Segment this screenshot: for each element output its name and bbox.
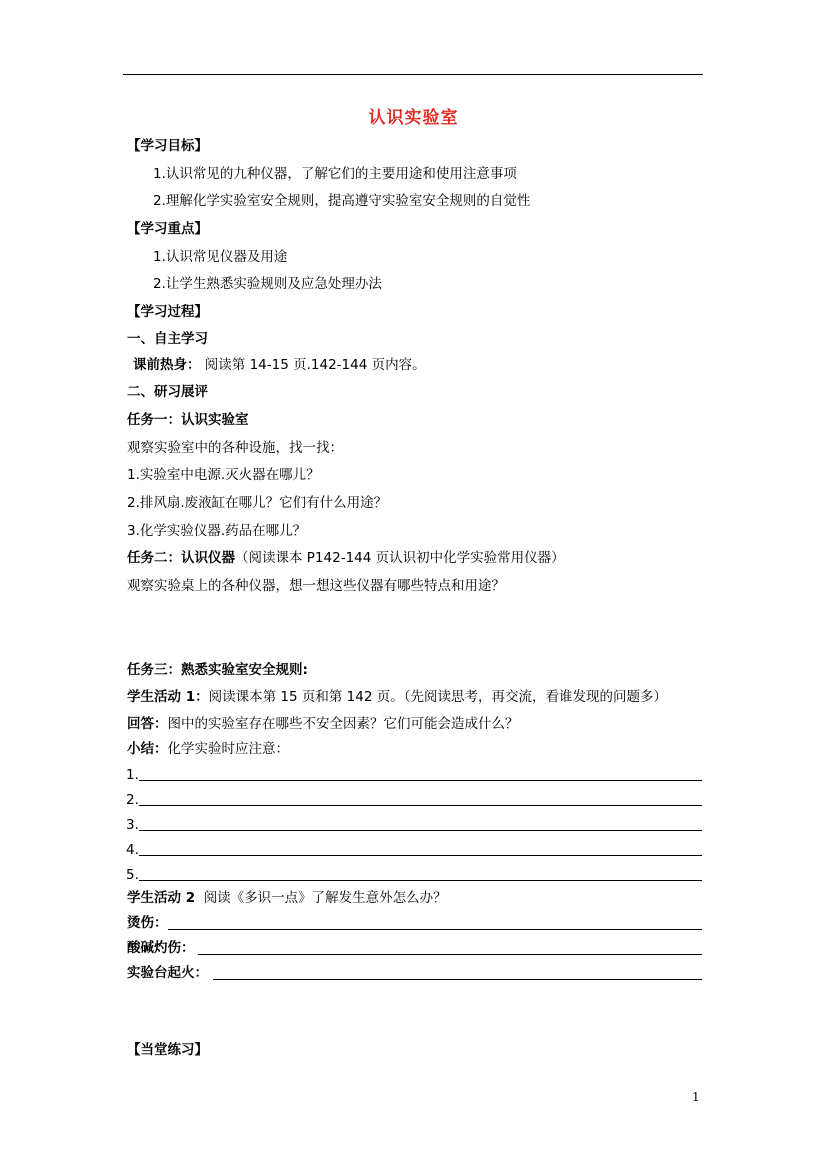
summary-label: 小结：	[127, 741, 168, 757]
answer-line	[127, 714, 519, 734]
goal-2: 2.理解化学实验室安全规则，提高遵守实验室安全规则的自觉性	[153, 193, 531, 209]
blank-line-1[interactable]	[139, 780, 702, 781]
fire-label: 实验台起火：	[127, 965, 208, 981]
task2-label: 任务二：认识仪器	[127, 550, 235, 566]
page-title: 认识实验室	[368, 108, 459, 128]
process-heading: 【学习过程】	[127, 304, 208, 320]
activity1-text: 阅读课本第 15 页和第 142 页。（先阅读思考，再交流，看谁发现的问题多）	[208, 689, 667, 705]
page-number: 1	[692, 1090, 700, 1104]
task1-heading: 任务一：认识实验室	[127, 412, 249, 428]
blank-line-5[interactable]	[139, 880, 702, 881]
warmup-line	[133, 355, 426, 375]
burn-label: 烫伤：	[127, 915, 168, 931]
warmup-label: 课前热身：	[133, 357, 201, 373]
blank-number-4: 4.	[126, 842, 139, 858]
task1-question-2: 2.排风扇.废液缸在哪儿？它们有什么用途？	[127, 495, 388, 511]
warmup-text: 阅读第 14-15 页.142-144 页内容。	[204, 357, 426, 373]
header-rule	[123, 74, 703, 75]
task1-question-3: 3.化学实验仪器.药品在哪儿？	[127, 523, 307, 539]
blank-line-3[interactable]	[139, 830, 702, 831]
focus-heading: 【学习重点】	[127, 221, 208, 237]
review-heading: 二、研习展评	[127, 384, 208, 400]
task3-heading: 任务三：熟悉实验室安全规则:	[127, 662, 308, 678]
task1-intro: 观察实验室中的各种设施，找一找：	[127, 440, 343, 456]
activity2-line	[127, 888, 447, 908]
blank-line-4[interactable]	[139, 855, 702, 856]
activity1-label: 学生活动 1：	[127, 689, 209, 705]
goal-1: 1.认识常见的九种仪器，了解它们的主要用途和使用注意事项	[153, 166, 517, 182]
practice-heading: 【当堂练习】	[127, 1042, 208, 1058]
self-study-heading: 一、自主学习	[127, 331, 208, 347]
summary-text: 化学实验时应注意：	[167, 741, 289, 757]
acid-label: 酸碱灼伤：	[127, 940, 195, 956]
blank-number-5: 5.	[126, 867, 139, 883]
activity1-line	[127, 687, 667, 707]
task1-question-1: 1.实验室中电源.灭火器在哪儿？	[127, 467, 320, 483]
activity2-text: 阅读《多识一点》了解发生意外怎么办？	[203, 890, 447, 906]
blank-number-1: 1.	[126, 767, 139, 783]
task2-note: （阅读课本 P142-144 页认识初中化学实验常用仪器）	[235, 550, 565, 566]
answer-text: 图中的实验室存在哪些不安全因素？它们可能会造成什么？	[167, 716, 519, 732]
blank-number-3: 3.	[126, 817, 139, 833]
blank-number-2: 2.	[126, 792, 139, 808]
blank-line-2[interactable]	[139, 805, 702, 806]
focus-1: 1.认识常见仪器及用途	[153, 249, 288, 265]
goals-heading: 【学习目标】	[127, 138, 208, 154]
task2-text: 观察实验桌上的各种仪器，想一想这些仪器有哪些特点和用途？	[127, 578, 505, 594]
task2-heading	[127, 548, 565, 568]
summary-line	[127, 739, 289, 759]
focus-2: 2.让学生熟悉实验规则及应急处理办法	[153, 276, 382, 292]
acid-blank[interactable]	[198, 954, 702, 955]
burn-blank[interactable]	[168, 929, 702, 930]
activity2-label: 学生活动 2	[127, 890, 196, 906]
fire-blank[interactable]	[213, 979, 702, 980]
answer-label: 回答：	[127, 716, 168, 732]
